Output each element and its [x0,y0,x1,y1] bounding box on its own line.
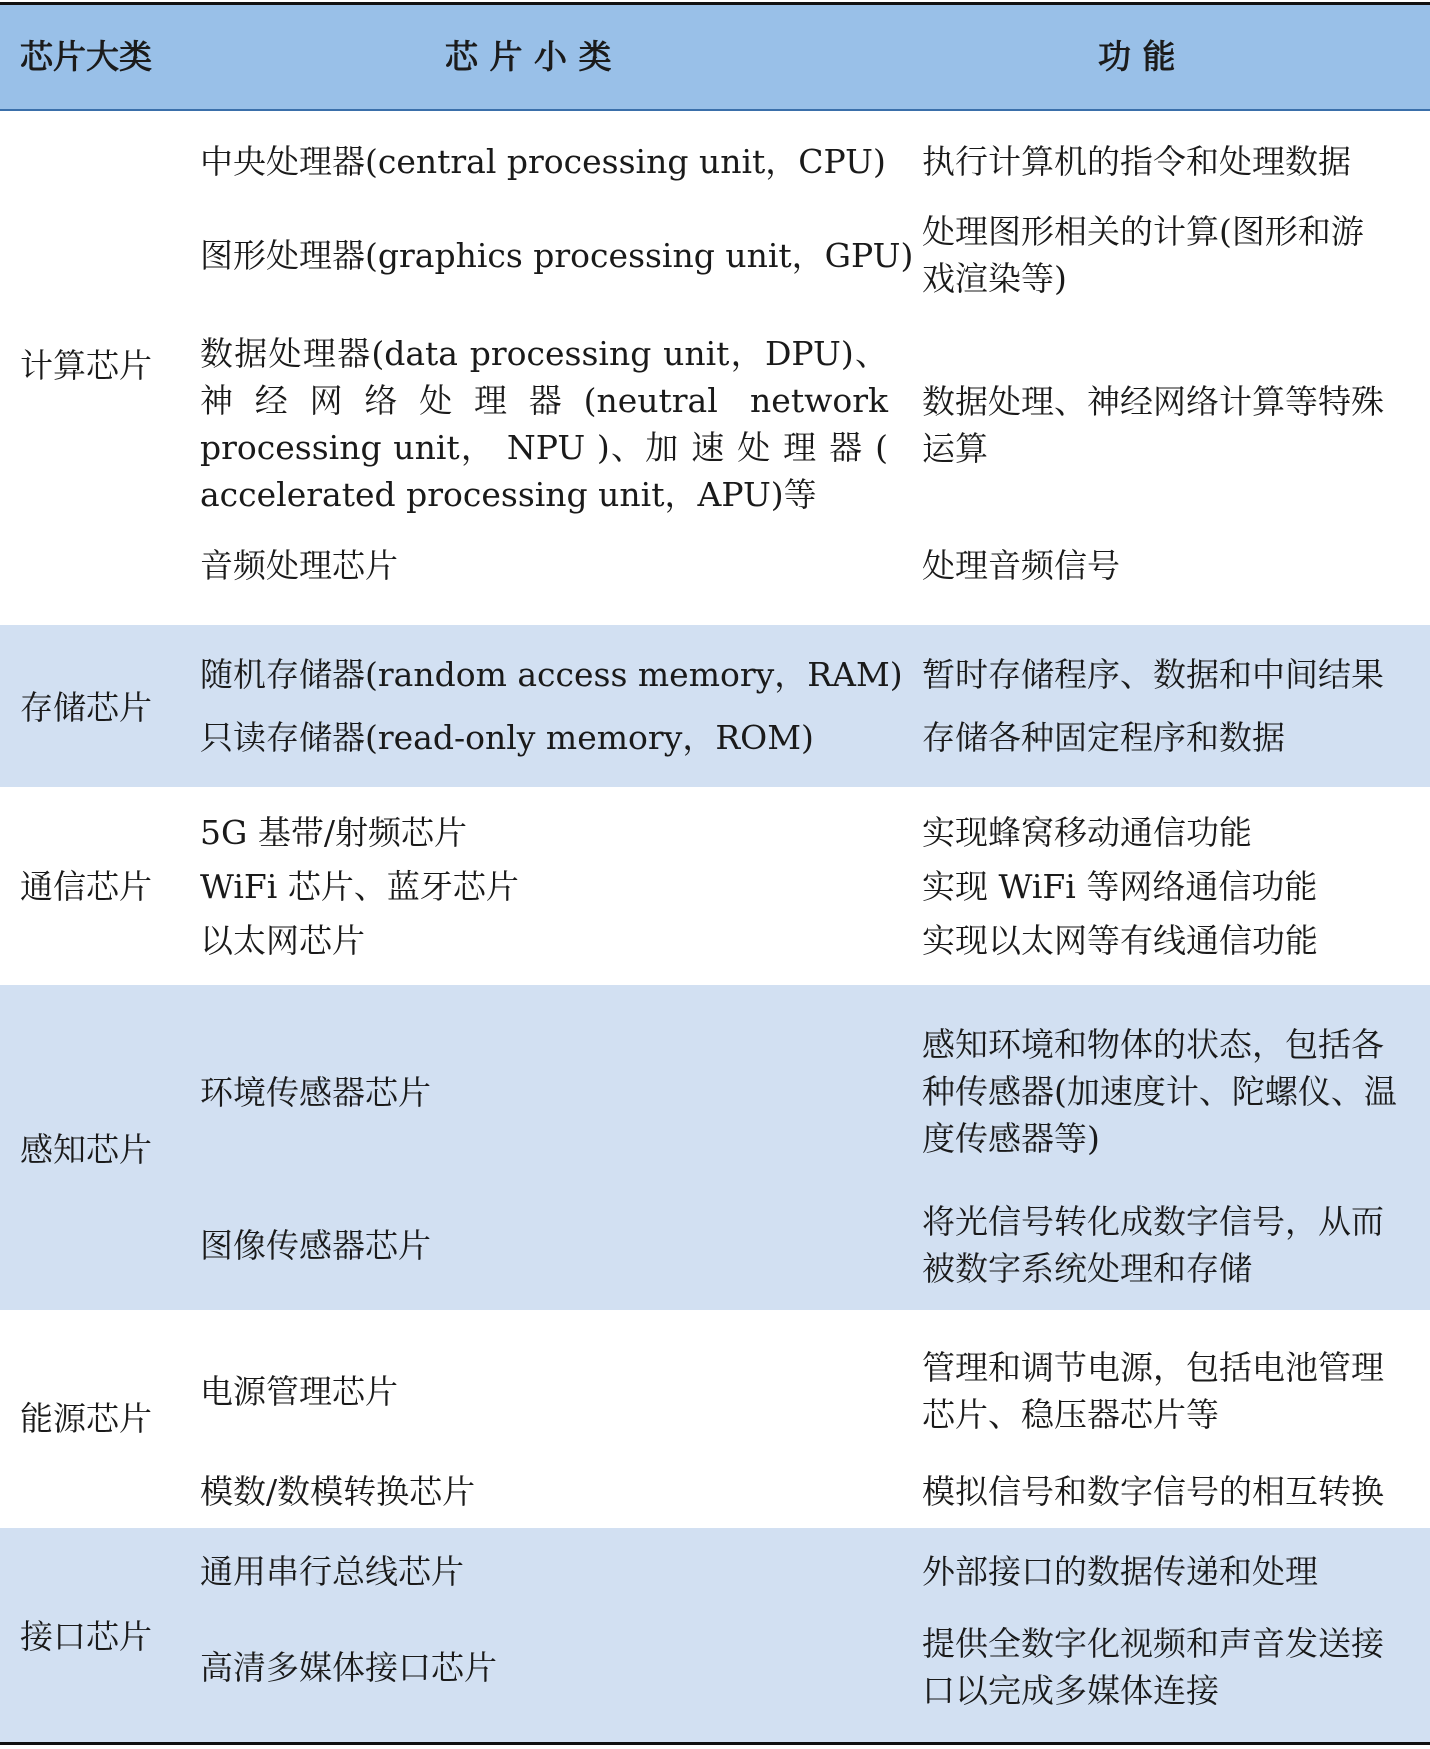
subcategory-cell: 音频处理芯片 [200,546,398,585]
subcategory-cell: 图形处理器(graphics processing unit，GPU) [200,236,914,275]
function-cell: 实现以太网等有线通信功能 [922,921,1318,960]
table-bottom-rule [0,1742,1430,1745]
table-group-computing [0,111,1430,625]
category-label: 感知芯片 [20,1130,152,1169]
table-group-interface [0,1528,1430,1742]
function-cell: 将光信号转化成数字信号，从而 被数字系统处理和存储 [922,1202,1384,1288]
subcategory-cell: 模数/数模转换芯片 [200,1472,476,1511]
table-group-storage [0,625,1430,787]
function-cell: 处理图形相关的计算(图形和游 戏渲染等) [922,212,1364,298]
subcategory-cell: 以太网芯片 [200,921,365,960]
subcategory-cell: 电源管理芯片 [200,1372,398,1411]
subcategory-cell: 环境传感器芯片 [200,1073,431,1112]
function-cell: 执行计算机的指令和处理数据 [922,142,1351,181]
function-cell: 模拟信号和数字信号的相互转换 [922,1472,1384,1511]
subcategory-cell: 图像传感器芯片 [200,1226,431,1265]
category-label: 计算芯片 [20,346,152,385]
category-label: 存储芯片 [20,688,152,727]
header-category: 芯片大类 [20,37,152,76]
category-label: 能源芯片 [20,1399,152,1438]
function-cell: 存储各种固定程序和数据 [922,718,1285,757]
table-group-sensing [0,985,1430,1310]
function-cell: 实现蜂窝移动通信功能 [922,813,1252,852]
function-cell: 提供全数字化视频和声音发送接 口以完成多媒体连接 [922,1624,1384,1710]
function-cell: 数据处理、神经网络计算等特殊 运算 [922,382,1384,468]
table-group-communication [0,787,1430,985]
subcategory-cell: 数据处理器(data processing unit，DPU)、神经网络处理器(neutral network processing unit， NPU )、加 速 处 理 器 ( accelerated processing unit，APU)等 [200,334,888,514]
function-cell: 感知环境和物体的状态，包括各 种传感器(加速度计、陀螺仪、温 度传感器等) [922,1025,1397,1158]
table-group-power [0,1310,1430,1528]
subcategory-cell: 5G 基带/射频芯片 [200,813,467,852]
category-label: 接口芯片 [20,1617,152,1656]
function-cell: 管理和调节电源，包括电池管理 芯片、稳压器芯片等 [922,1348,1384,1434]
subcategory-cell: 随机存储器(random access memory，RAM) [200,655,903,694]
subcategory-cell: 通用串行总线芯片 [200,1552,464,1591]
function-cell: 处理音频信号 [922,546,1120,585]
category-label: 通信芯片 [20,867,152,906]
table-header-row [0,5,1430,109]
function-cell: 暂时存储程序、数据和中间结果 [922,655,1384,694]
header-subcategory: 芯 片 小 类 [445,37,612,76]
function-cell: 实现 WiFi 等网络通信功能 [922,867,1318,906]
subcategory-cell: 中央处理器(central processing unit，CPU) [200,142,886,181]
subcategory-cell: 高清多媒体接口芯片 [200,1648,497,1687]
subcategory-cell: 只读存储器(read-only memory，ROM) [200,718,814,757]
function-cell: 外部接口的数据传递和处理 [922,1552,1318,1591]
header-function: 功 能 [1098,37,1176,76]
subcategory-cell: WiFi 芯片、蓝牙芯片 [200,867,519,906]
